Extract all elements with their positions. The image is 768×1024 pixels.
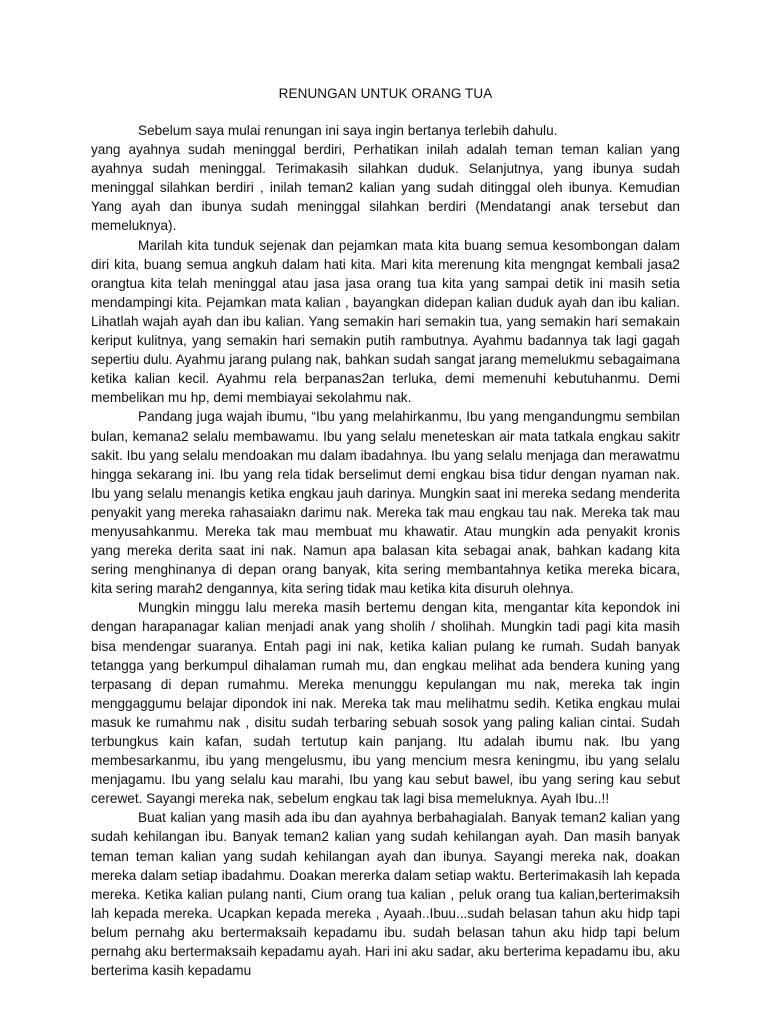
paragraph-standing-instructions: yang ayahnya sudah meninggal berdiri, Perhatikan inilah adalah teman teman kalian yang ayahnya sudah meninggal. Terimakasih silahkan duduk. Selanjutnya, yang ibunya sudah meninggal silahkan berdiri , inilah teman2 kalian yang sudah ditinggal oleh ibunya. Kemudian Yang ayah dan ibunya sudah meninggal silahkan berdiri (Mendatangi anak tersebut dan memeluknya). — [91, 142, 680, 234]
paragraph-intro: Sebelum saya mulai renungan ini saya ingin bertanya terlebih dahulu. — [138, 123, 558, 138]
document-title: RENUNGAN UNTUK ORANG TUA — [278, 86, 493, 101]
paragraph-loss-scenario: Mungkin minggu lalu mereka masih bertemu dengan kita, mengantar kita kepondok ini dengan harapanagar kalian menjadi anak yang sholih / sholihah. Mungkin tadi pagi kita masih bisa mendengar suaranya. Entah pagi ini nak, ketika kalian pulang ke rumah. Sudah banyak tetangga yang berkumpul dihalaman rumah mu, dan engkau melihat ada bendera kuning yang terpasang di depan rumahmu. Mereka menunggu kepulangan mu nak, mereka tak ingin menggaggumu belajar dipondok ini nak. Mereka tak mau melihatmu sedih. Ketika engkau mulai masuk ke rumahmu nak , disitu sudah terbaring sebuah sosok yang paling kalian cintai. Sudah terbungkus kain kafan, sudah tertutup kain panjang. Itu adalah ibumu nak. Ibu yang membesarkanmu, ibu yang mengelusmu, ibu yang mencium mesra keningmu, ibu yang selalu menjagamu. Ibu yang selalu kau marahi, Ibu yang kau sebut bawel, ibu yang sering kau sebut cerewet. Sayangi mereka nak, sebelum engkau tak lagi bisa memeluknya. Ayah Ibu..!! — [91, 600, 680, 807]
paragraph-reflection-mother: Pandang juga wajah ibumu, “Ibu yang melahirkanmu, Ibu yang mengandungmu sembilan bulan, kemana2 selalu membawamu. Ibu yang selalu meneteskan air mata tatkala engkau sakitr sakit. Ibu yang selalu mendoakan mu dalam ibadahnya. Ibu yang selalu menjaga dan merawatmu hingga sekarang ini. Ibu yang rela tidak berselimut demi engkau bisa tidur dengan nyaman nak. Ibu yang selalu menangis ketika engkau jauh darinya. Mungkin saat ini mereka sedang menderita penyakit yang mereka rahasaiakn darimu nak. Mereka tak mau engkau tau nak. Mereka tak mau menyusahkanmu. Mereka tak mau membuat mu khawatir. Atau mungkin ada penyakit kronis yang mereka derita saat ini nak. Namun apa balasan kita sebagai anak, bahkan kadang kita sering menghinanya di depan orang banyak, kita sering membantahnya ketika mereka bicara, kita sering marah2 dengannya, kita sering tidak mau ketika kita disuruh olehnya. — [91, 409, 680, 597]
document-body — [91, 121, 680, 980]
paragraph-gratitude: Buat kalian yang masih ada ibu dan ayahnya berbahagialah. Banyak teman2 kalian yang sudah kehilangan ibu. Banyak teman2 kalian yang sudah kehilangan ayah. Dan masih banyak teman teman kalian yang sudah kehilangan ayah dan ibunya. Sayangi mereka nak, doakan mereka dalam setiap ibadahmu. Doakan mererka dalam setiap waktu. Berterimakasih lah kepada mereka. Ketika kalian pulang nanti, Cium orang tua kalian , peluk orang tua kalian,berterimaksih lah kepada mereka. Ucapkan kepada mereka , Ayaah..Ibuu...sudah belasan tahun aku hidp tapi belum pernahg aku bertermaksaih kepadamu ibu. sudah belasan tahun aku hidp tapi belum pernahg aku bertermaksaih kepadamu ayah. Hari ini aku sadar, aku berterima kepadamu ibu, aku berterima kasih kepadamu — [91, 810, 680, 979]
paragraph-reflection-father: Marilah kita tunduk sejenak dan pejamkan mata kita buang semua kesombongan dalam diri kita, buang semua angkuh dalam hati kita. Mari kita merenung kita mengngat kembali jasa2 orangtua kita telah meninggal atau jasa jasa orang tua kita yang sampai detik ini masih setia mendampingi kita. Pejamkan mata kalian , bayangkan didepan kalian duduk ayah dan ibu kalian. Lihatlah wajah ayah dan ibu kalian. Yang semakin hari semakin tua, yang semakin hari semakain keriput kulitnya, yang semakin hari semakin putih rambutnya. Ayahmu badannya tak lagi gagah sepertiu dulu. Ayahmu jarang pulang nak, bahkan sudah sangat jarang memelukmu sebagaimana ketika kalian kecil. Ayahmu rela berpanas2an terluka, demi memenuhi kebutuhanmu. Demi membelikan mu hp, demi membiayai sekolahmu nak. — [91, 237, 680, 406]
